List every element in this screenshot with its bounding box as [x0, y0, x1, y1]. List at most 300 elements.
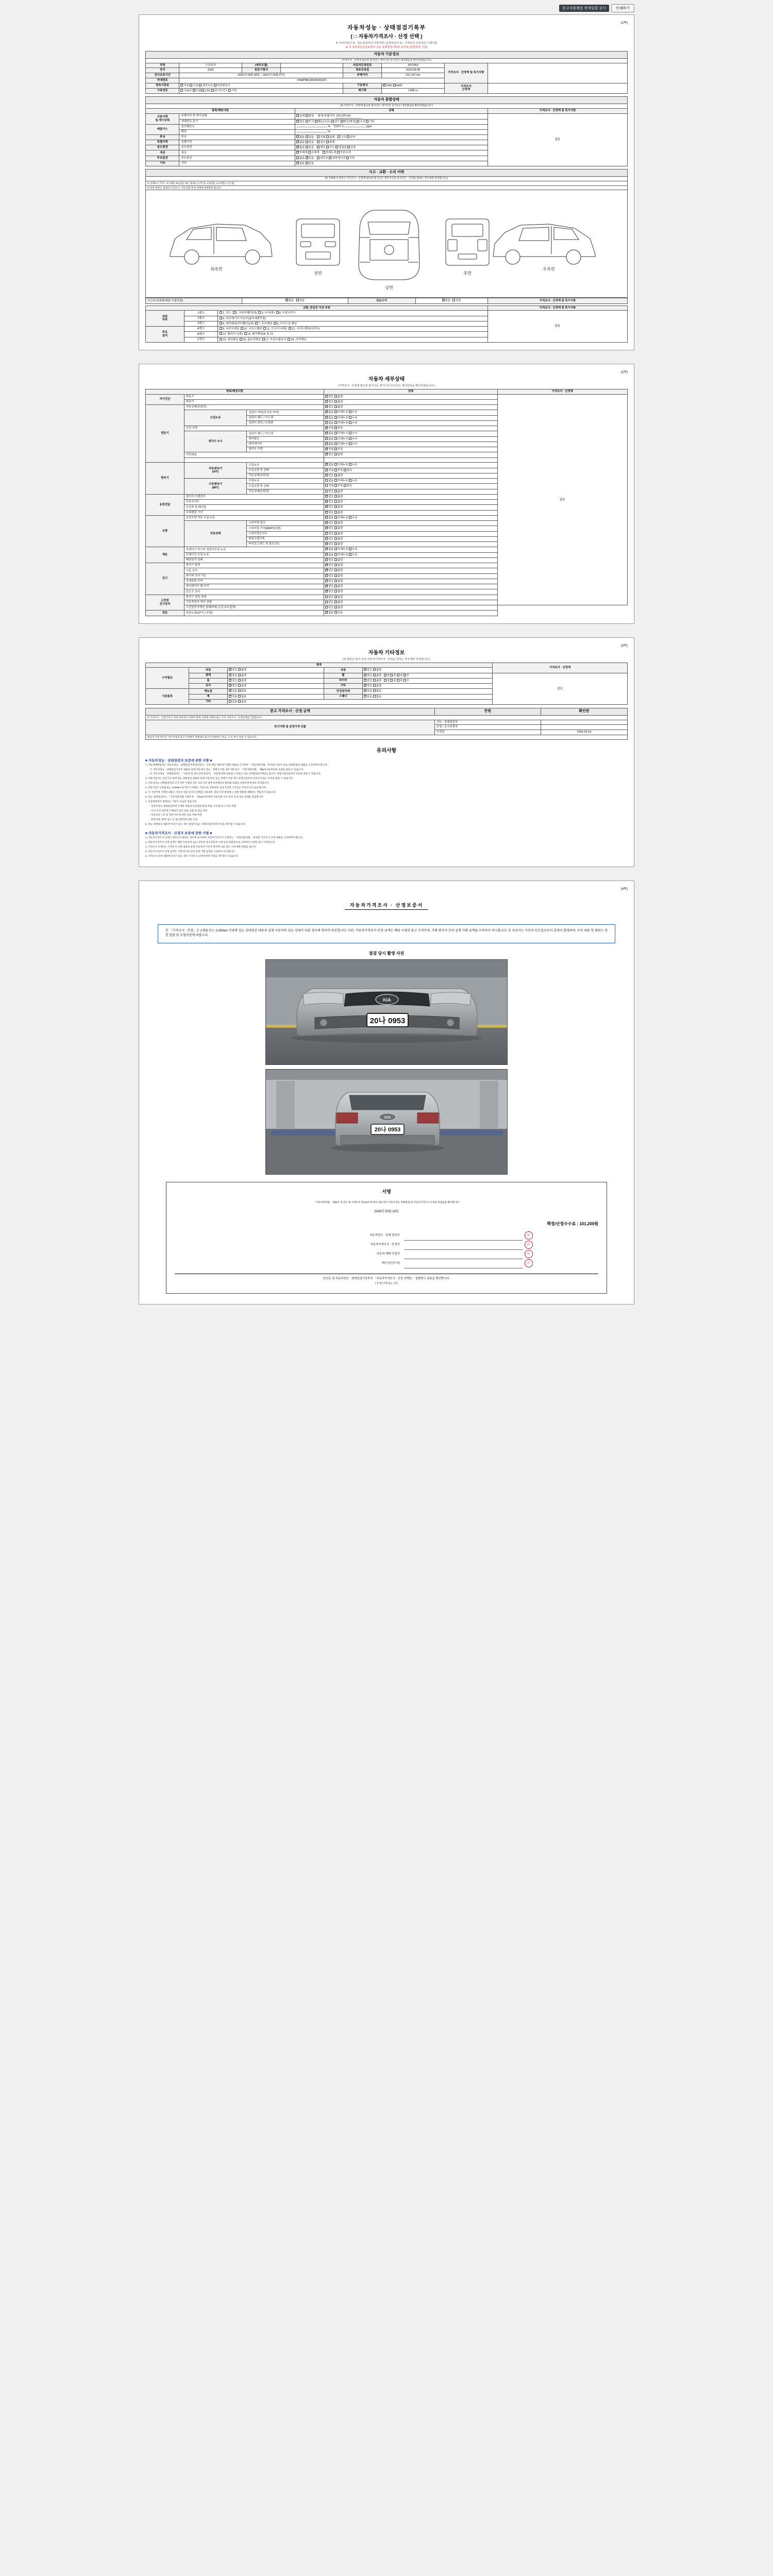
opts-steer-joint[interactable]: ✓ 양호 불량 [324, 531, 497, 536]
value-vin: KNAPB811BGK841824 [179, 78, 444, 83]
label-mileage: 주행거리 [343, 73, 382, 78]
row-opts-vin-mark[interactable]: ✓ 양호 부식 훼손(오손) 상이 변조(변경) 도어 기타 [295, 119, 488, 124]
page-2 [139, 364, 634, 624]
row-jack: 잭 [189, 694, 228, 699]
page-4 [139, 880, 634, 1304]
opts-mt-leak[interactable]: 없음 미세누유 누유 [324, 479, 497, 484]
section-3-note-1: ※ 상태표시 부호 : X (교환), W (판금 또는 용접), C (부식), A (흠집), U (요철), T (손상) [146, 181, 628, 185]
label-engine-type: 원동기형식 [242, 68, 280, 73]
page-number-1: (1쪽) [620, 22, 628, 25]
footer-sub: ( 성 명 (서명 또는 인) ) [375, 1281, 398, 1284]
sign-stamp-1: 印 [523, 1240, 535, 1249]
accident-history-table [145, 169, 628, 190]
opts-clutch[interactable]: ✓ 양호 불량 [324, 494, 497, 499]
row-alternator: 발전기 출력 [184, 563, 324, 568]
opts-steer-leak[interactable]: ✓ 없음 미세누유 누유 [324, 515, 497, 520]
items-rank-c[interactable]: 15. 대쉬패널 16. 플로어패널 17. 트렁크플로어 18. 리어패널 [218, 337, 488, 342]
group-etc: 기타 [146, 161, 179, 166]
fee-row [175, 1220, 598, 1228]
row-label-tuning: 튜닝 [179, 134, 295, 140]
disclaimer-heading-2: ■ 자동차가격조사 · 산정자 보증에 관한 사항 ■ [145, 832, 212, 836]
disc-1-11: - 자동차의 노후 및 자연 마모에 따른 성능 저하 부분 [149, 814, 202, 817]
group-main-options: 주요옵션 [146, 156, 179, 161]
opts-eng-idle[interactable]: ✓ 양호 불량 [324, 405, 497, 410]
opts-cvjoint[interactable]: ✓ 양호 불량 [324, 500, 497, 505]
group-outer-panel: 외판 부위 [146, 311, 184, 327]
sign-label-3: 매수인(인수자) [381, 1261, 400, 1265]
parts-rank-table [145, 306, 628, 343]
opts-cool-pump[interactable]: ✓ 없음 미세누수 누수 [324, 436, 497, 442]
opts-int[interactable]: ✓ 양호 불량 [362, 668, 492, 673]
row-opts-smoke[interactable]: % [295, 129, 488, 134]
row-label-smoke: 매연 [179, 129, 295, 134]
opts-mt-idle[interactable]: 양호 불량 [324, 489, 497, 494]
guarantee-title: 자동차가격조사 · 산정보증서 [345, 902, 428, 910]
platform-link[interactable]: 중고차플랫폼 연계일괄 검사 [559, 5, 609, 12]
label-drive: 구동방식 [343, 83, 382, 88]
rank-1: 1랭크 [184, 311, 217, 316]
plate-number: 20나 0953 [369, 1016, 406, 1025]
row-sd-trans: 변속기 [184, 399, 324, 404]
row-opts-mileage-state[interactable]: ✓ 실제 변경 현재 주행거리 101,147 km [295, 113, 488, 119]
car-diagram-svg [155, 192, 618, 295]
value-inspect-valid: 2025년 09월 08일 ~ 2027년 09월 07일 [179, 73, 343, 78]
disclaimer-heading-1: ■ 자동차성능 · 상태점검자 보증에 관한 사항 ■ [145, 758, 212, 762]
section-4-title: 자동차 세부상태 [368, 376, 405, 382]
svg-text:상면: 상면 [385, 285, 393, 291]
options-accident-yn[interactable]: ✓ 없음 있음 [242, 298, 348, 303]
opts-at-idle[interactable]: ✓ 양호 불량 [324, 473, 497, 478]
top-toolbar [139, 4, 634, 12]
header-parts-note: 가격조사 · 산정액 및 특기사항 [488, 306, 627, 311]
group-self-diagnosis: 자기진단 [146, 394, 184, 405]
row-common-rail: 커먼레일 [184, 452, 324, 457]
row-hv-battery: 구동축전지 격리 상태 [184, 600, 324, 605]
disc-1-4: 3. 자동차성능·상태점검자의 고지 의무 이행의 경우 보증기간 내에 보증책임의 범위와 내용을 보험약관에 따라 처리합니다. [145, 782, 270, 785]
opts-tire[interactable]: ✓ 양호 불량 전 후 좌 우 [362, 678, 492, 683]
group-usage-history: 사용이력 및 계기상태 [146, 113, 179, 125]
header-item-2: 항목/해당사항 [146, 108, 295, 113]
document-note-2: ※ 이 자동차인도일로부터 성능·상태점검기록부 교부일 (점검일자 기준) [345, 46, 428, 49]
disc-1-6: 5. 이 기록부에 기재된 내용은 자동차 점검 당시의 상태를 나타내며, 점검 이후 발생하는 상태 변화에 대해서는 책임지지 않습니다. [145, 790, 277, 793]
options-simple-repair[interactable]: ✓ 없음 있음 [415, 298, 488, 303]
row-oil-rocker: 실린더 커버(로커암 커버) [247, 410, 324, 415]
sign-label-2: 자동차 매매 사업자 [376, 1252, 400, 1256]
overall-status-table [145, 96, 628, 166]
opts-polish[interactable]: ✓ 양호 불량 [227, 673, 324, 678]
label-special-price: 특기사항 및 감정가격 산출 [146, 720, 435, 735]
value-price-note-col [488, 63, 627, 83]
disc-1-9: - 자동차성능·상태점검부에 기재된 내용과 보증범위 밖의 부분, 소모품 및 소모성 부품 [149, 804, 236, 807]
label-reg-no: 자동차등록번호 [343, 63, 382, 68]
row-mt-idle: 작동상태(공회전) [247, 489, 324, 494]
page-number-4: (4쪽) [620, 887, 628, 891]
page-number-2: (2쪽) [620, 370, 628, 374]
row-label-vin-mark: 차대번호 표기 [179, 119, 295, 124]
row-label-mileage-state: 주행거리 및 계기상태 [179, 113, 295, 119]
group-tuning: 튜닝 [146, 134, 179, 140]
value-first-reg: 2015-09-08 [382, 68, 445, 73]
disc-2-2: 3. 가격조사·산정자는 가격조사·산정 내용과 실제 자동차의 가치가 현저히 다를 경우 그에 대한 책임을 집니다. [145, 845, 257, 848]
label-year: 연식 [146, 68, 179, 73]
group-brake: 제동 [146, 547, 184, 563]
group-main-frame: 주요 골격 [146, 327, 184, 343]
opts-hv-battery[interactable]: 양호 불량 [324, 600, 497, 605]
row-cvjoint: 등속조인트 [184, 500, 324, 505]
opts-spare[interactable]: 있음 없음 [227, 699, 492, 704]
row-opts-color[interactable]: ✓ 무채색 유채색 전체도색 부분도색 [295, 150, 488, 156]
rank-2: 2랭크 [184, 316, 217, 321]
options-drive[interactable]: ✓ 2WD 4WD [382, 83, 445, 88]
label-transmission: 변속기종류 [146, 83, 179, 88]
options-transmission[interactable]: ✓ 자동 수동 세미오토 무단변속기 [179, 83, 343, 88]
page-number-3: (3쪽) [620, 644, 628, 648]
value-mileage: 101,147 km [382, 73, 445, 78]
opts-radfan[interactable]: ✓ 양호 불량 [324, 584, 497, 589]
disclaimer-body-2 [145, 836, 628, 858]
opts-eng-spare [324, 457, 497, 463]
svg-text:전면: 전면 [314, 271, 322, 276]
rank-3: 3랭크 [184, 321, 217, 326]
row-clutch: 클러치 어셈블리 [184, 494, 324, 499]
footer-main: 본인은 위 자동차성능 · 상태점검기록부의 「자동차가격조사 · 산정 선택란」 열람받고 내용을 확인받니다. [323, 1277, 450, 1280]
opts-diff[interactable]: ✓ 양호 불량 [324, 510, 497, 515]
opts-ext[interactable]: ✓ 양호 불량 [227, 668, 324, 673]
row-manual: 메뉴얼 [189, 689, 228, 694]
row-fuel-leak: 연료누출(LP가스포함) [184, 611, 324, 616]
opts-window-motor[interactable]: ✓ 양호 불량 [324, 589, 497, 595]
document-title: 자동차성능 · 상태점검기록부 [347, 25, 426, 31]
sign-stamp-3: 印 [523, 1259, 535, 1268]
photo-front [265, 959, 508, 1065]
price-sub-1: 성능 : 상태점검자 [435, 720, 541, 725]
price-unit: 만원 [435, 708, 541, 716]
opts-manual[interactable]: ✓ 있음 없음 [227, 689, 324, 694]
disc-2-1: 2. 자동차가격조사·산정 금액은 해당 자동차의 성능·상태 및 중고자동차 시세 등을 종합적으로 고려하여 산정한 참고 가격입니다. [145, 841, 276, 843]
opts-oil-rocker[interactable]: ✓ 없음 미세누유 누유 [324, 410, 497, 415]
header-state-2: 상태 [295, 108, 488, 113]
disc-1-0: 1. 자동차매매업자는 자동차성능 · 상태점검자에서(자동차 · 산정 책임 제한에 기재된 내용을 근거하여 「자동차관리법」에 따라 자동차 성능·상태점검의 내용을 고지하여야 합니다. [145, 763, 328, 766]
car-damage-diagram [145, 190, 628, 298]
label-accident-yn: 사고유무(외판/내판 수불포함) [146, 298, 242, 303]
row-steer-joint: 스티어링조인트 [247, 531, 324, 536]
photo-section-title: 점검 당시 촬영 사진 [368, 951, 405, 956]
row-room: 룸 [189, 678, 228, 683]
row-label-co: 일산화탄소 [179, 125, 295, 130]
row-opts-usage-change[interactable]: ✓ 없음 있음 렌트 리스 영업용 관용 [295, 145, 488, 150]
opts-cool-head[interactable]: ✓ 없음 미세누수 누수 [324, 431, 497, 436]
row-ext: 외장 [189, 668, 228, 673]
row-steer-tierod: 타이로드엔드 및 볼조인트 [247, 542, 324, 547]
value-displacement: 1,685 cc [382, 88, 445, 93]
opts-jack[interactable]: ✓ 있음 없음 [227, 694, 324, 699]
row-brake-booster: 배력장치 상태 [184, 557, 324, 563]
section-1-title: 자동차 기본정보 [146, 52, 628, 59]
basic-info-table [145, 51, 628, 94]
items-rank-1[interactable]: 1. 후드 2. 프론트휀더(좌) 3. 도어(좌) 4. 트렁크리드 [218, 311, 488, 316]
opts-at-level[interactable]: ✓ 적정 부족 과다 [324, 468, 497, 473]
opts-steer-crank[interactable]: ✓ 양호 불량 [324, 536, 497, 541]
value-opinion-1 [488, 83, 627, 94]
fee-value: 101,200원 [579, 1221, 598, 1226]
group-hv: 고전원 전기장치 [146, 595, 184, 611]
opts-brake-master[interactable]: ✓ 없음 미세누유 누유 [324, 547, 497, 552]
row-steer-gear: 스티어링 기어(MDPS포함) [247, 526, 324, 531]
row-wheel: 휠 [324, 673, 362, 678]
detail-status-table [145, 389, 628, 616]
group-special-history: 특별이력 [146, 140, 179, 145]
row-propshaft: 추진축 및 베어링 [184, 505, 324, 510]
price-note: ※ 가격조사 · 산정가격은 차량 정보에 근거하여 현재 시점에 산정된 참고 가격 가격조사 · 산정금액을 기입합니다. [146, 715, 628, 720]
opts-room[interactable]: ✓ 양호 불량 [227, 678, 324, 683]
detail-header-note: 가격조사 · 산정액 [497, 389, 627, 394]
opts-wheel[interactable]: ✓ 양호 불량 전 후 좌 우 [362, 673, 492, 678]
signature-date: 2026년 03월 19일 [374, 1210, 399, 1213]
disc-1-5: 4. 보증기간은 1개월 또는 2,000km 중 먼저 도래하는 기준으로 적용하며, 보증기간의 기산일은 자동차 인도일로 합니다. [145, 786, 267, 789]
price-title: 중고 가격조사 · 산정 금액 [146, 708, 435, 716]
row-label-usage-change: 용도변경 [179, 145, 295, 150]
row-steer-pump: 스티어링 펌프 [247, 521, 324, 526]
sign-label-0: 자동차성능 · 상태 점검자 [369, 1233, 400, 1237]
items-rank-a[interactable]: 9. 프론트패널 10. 크로스멤버 11. 인사이드패널 12. 사이드멤버(프론트) [218, 327, 488, 332]
section-4-note: (가격조사 · 산정에 필요한 용사인은 제가사인 등사인은 제공함임을 확인하였습니다.) [338, 384, 435, 387]
items-rank-2[interactable]: 5. 라디에이터 서포트(볼트체결부품) [218, 316, 488, 321]
disc-1-7: 6. 성능·상태점검자는 「자동차관리법 시행규칙」 제120조에 따라 자동차의 구조·장치 등의 성능·상태를 점검합니다. [145, 795, 264, 798]
opts-hv-port[interactable]: 양호 불량 [324, 595, 497, 600]
price-val-1 [541, 720, 627, 725]
opts-glass[interactable]: ✓ 양호 불량 [227, 684, 324, 689]
signature-box [166, 1182, 607, 1294]
disc-1-8: 7. 보증범위에서 제외되는 사항은 다음과 같습니다. [145, 800, 197, 803]
value-year: 2016 [179, 68, 242, 73]
opts-steer-tierod[interactable]: ✓ 양호 불량 [324, 542, 497, 547]
group-basic-items: 기본품목 [146, 689, 189, 705]
row-mt-level: 오일유량 및 상태 [247, 484, 324, 489]
row-cool-head: 실린더 헤드 / 가스켓 [247, 431, 324, 436]
row-cool-level: 냉각수 수량 [247, 447, 324, 452]
opts-alternator[interactable]: ✓ 양호 불량 [324, 563, 497, 568]
row-wiper: 와이퍼 모터 기능 [184, 573, 324, 579]
opts-oil-head[interactable]: ✓ 없음 미세누유 누유 [324, 415, 497, 420]
row-opts-etc[interactable]: ✓ 없음 있음 [295, 161, 488, 166]
accident-result-table [145, 298, 628, 303]
row-opts-special[interactable]: ✓ 없음 있음 침수 화재 [295, 140, 488, 145]
label-vin: 차대번호 [146, 78, 179, 83]
price-date-label: 산정일 [435, 730, 541, 735]
section-1-note: (가격조사 · 산정에 필요한 용사인은 제가사인 등사인은 제공함임을 확인하였습니다.) [146, 58, 628, 63]
opts-steer-pump[interactable]: ✓ 양호 불량 [324, 521, 497, 526]
svg-text:우측면: 우측면 [543, 267, 555, 272]
row-cool-pump: 워터펌프 [247, 436, 324, 442]
opts-brake-booster[interactable]: ✓ 양호 불량 [324, 557, 497, 563]
signature-table [238, 1231, 534, 1268]
opts-brake-oil[interactable]: ✓ 없음 미세누유 누유 [324, 552, 497, 557]
opts-wiper[interactable]: ✓ 양호 불량 [324, 573, 497, 579]
label-simple-repair: 단순수리 [348, 298, 415, 303]
parts-opinion: 없음 [488, 311, 627, 343]
sign-stamp-0: 印 [523, 1231, 535, 1240]
disclaimer-body-1 [145, 764, 628, 826]
disc-2-0: 1. 자동차가격조사·산정은 매수인이 원하는 경우에 실시하며, 자동차가격조사·산정자는 「자동차관리법」에 따라 가격조사·산정 내용을 고지하여야 합니다. [145, 836, 304, 839]
opts-blower[interactable]: ✓ 양호 불량 [324, 579, 497, 584]
row-at-idle: 작동상태(공회전) [247, 473, 324, 478]
options-fuel[interactable]: 가솔린 ✓디젤 LPG 하이브리드 기타 [179, 88, 343, 93]
row-opts-main-options[interactable]: 없음 ✓있음 썬루프 ✓내비게이션 기타 [295, 156, 488, 161]
subgroup-oil-leak: 오일누유 [184, 410, 247, 426]
subgroup-at: 자동변속기 (A/T) [184, 463, 247, 479]
svg-text:KIA: KIA [383, 997, 391, 1003]
label-fuel: 사용연료 [146, 88, 179, 93]
group-engine: 원동기 [146, 405, 184, 463]
opts-propshaft[interactable]: ✓ 양호 불량 [324, 505, 497, 510]
opts-mt-level[interactable]: 적정 부족 과다 [324, 484, 497, 489]
row-spare: 기타 [189, 699, 228, 704]
group-fuel: 연료 [146, 611, 184, 616]
row-hv-wiring: 고전원전기배선 상태(피복,손상,보호덮개) [184, 605, 324, 611]
disc-1-3: 2. 보험사업자는 보증기간 내에 성능·상태점검 내용과 실제 자동차의 성능·상태가 다를 경우 보험사업자의 보증수리 또는 보상을 받을 수 있습니다. [145, 777, 294, 780]
disc-1-12: - 천재지변, 화재, 침수 등 불가항력에 의한 손상 [149, 818, 197, 821]
row-oil-level: 오일 유량 [184, 426, 324, 431]
label-displacement: 배기량 [343, 88, 382, 93]
price-confirm: 확인란 [541, 708, 627, 716]
price-body-text: 평균축 직전 형식의 기타 부품과 중고시세에서 제정되어 품고자 차량먹는 현금, 도색, 부식 전을 수 있습니다. [146, 735, 628, 739]
subgroup-coolant: 냉각수 누수 [184, 431, 247, 452]
row-eng-spare [184, 457, 324, 463]
disc-1-1: 가. 자동차성능 · 상태점검기록부 내용과 실제 자동차의 성능 · 상태가 다를 경우 매수인은 「자동차관리법」 제58조의4에 따라 보증을 받을 수 있습니다. [149, 768, 304, 771]
opts-etc-2[interactable]: ✓ 양호 불량 [362, 684, 492, 689]
group-electric: 전기 [146, 563, 184, 595]
document-subtitle: ( □ 자동차가격조사 · 산정 선택 ) [350, 34, 423, 40]
price-date-value: 2026-03-19 [541, 730, 627, 735]
row-label-special: 특별이력 [179, 140, 295, 145]
photo-front-svg [266, 960, 508, 1065]
group-color: 색상 [146, 150, 179, 156]
value-car-name: 스포티지 [179, 63, 242, 68]
sign-value-0[interactable] [404, 1231, 523, 1240]
row-starter: 시동 모터 [184, 568, 324, 573]
opts-oil-level[interactable]: ✓ 적정 부족 [324, 426, 497, 431]
page-1 [139, 14, 634, 350]
row-etc-2: 기타 [324, 684, 362, 689]
group-usage-change: 용도변경 [146, 145, 179, 150]
section-3-note-2: ※ 하단 항목은 실제의 가격조사, 기타 외판 특성 상태에 한정하며 합니다. [146, 185, 628, 190]
row-brake-oil: 브레이크 오일 누유 [184, 552, 324, 557]
document-note-1: ※ 자치부분의 표 : 성능점검자의 기재사항 / 음영부분의 표 : 가격조사·산정자의 기재사항 [335, 42, 438, 45]
footer-note [175, 1274, 598, 1286]
group-transmission: 변속기 [146, 463, 184, 495]
svg-text:KIA: KIA [384, 1115, 391, 1120]
page-3 [139, 637, 634, 867]
row-cool-radiator: 라디에이터 [247, 442, 324, 447]
other-header-note: 가격조사 · 산정액 [493, 663, 628, 673]
row-diff: 디퍼렌셜 기어 [184, 510, 324, 515]
opts-sd-engine[interactable]: ✓ 양호 불량 [324, 394, 497, 399]
disc-1-10: - 사고·수리 내역에 기재되지 않은 단순 교환 및 판금 부위 [149, 809, 208, 812]
disc-1-2: 나. 자동차성능 · 상태점검자는 「자동차 및 성능상태 점검자」 보증에 대한 내용을 고지하고 성능·상태점검의 책임을 집니다. 보험사업자로부터 보증을 받을 수 있습니다. [149, 772, 322, 775]
row-polish: 광택 [189, 673, 228, 678]
label-car-name: 차명 [146, 63, 179, 68]
disclaimer-title: 유의사항 [376, 748, 397, 754]
opts-at-leak[interactable]: ✓ 없음 미세누유 누유 [324, 463, 497, 468]
row-int: 내장 [324, 668, 362, 673]
row-label-main-options: 주요옵션 [179, 156, 295, 161]
opts-triangle[interactable]: ✓ 있음 없음 [362, 689, 492, 694]
label-price-note-3: 가격조사 · 산정액 및 특기사항 [488, 298, 627, 303]
opts-cool-radiator[interactable]: ✓ 없음 미세누수 누수 [324, 442, 497, 447]
disc-2-4: 5. 가격조사·산정 내용에 이의가 있는 경우 가격조사·산정자에게 이의를 제기할 수 있습니다. [145, 854, 239, 857]
items-rank-3[interactable]: 6. 쿼터패널(리어휀더)(좌) 7. 루프패널 8. 사이드실 패널 [218, 321, 488, 326]
opts-steer-gear[interactable]: ✓ 양호 불량 [324, 526, 497, 531]
row-steer-crank: 파워크랭크축 [247, 536, 324, 541]
section-2-title: 자동차 종합상태 [146, 97, 628, 104]
sign-value-1[interactable] [404, 1240, 523, 1249]
detail-header-item: 항목/해당사항 [146, 389, 324, 394]
row-brake-master: 브레이크 마스터 실린더오일 누유 [184, 547, 324, 552]
svg-text:20나 0953: 20나 0953 [374, 1126, 401, 1133]
price-sub-2: 산정 : 조사산정자 [435, 725, 541, 730]
rank-c: C랭크 [184, 337, 217, 342]
sign-value-2[interactable] [404, 1249, 523, 1259]
group-powertrain: 동력전달 [146, 494, 184, 515]
opts-common-rail[interactable]: ✓ 양호 불량 [324, 452, 497, 457]
signature-title: 서명 [382, 1189, 391, 1194]
opts-cool-level[interactable]: ✓ 적정 부족 [324, 447, 497, 452]
row-at-leak: 오일누유 [247, 463, 324, 468]
price-table [145, 708, 628, 739]
opts-fuel-leak[interactable]: ✓ 없음 있음 [324, 611, 497, 616]
row-at-level: 오일유량 및 상태 [247, 468, 324, 473]
group-emission: 배출가스 [146, 125, 179, 135]
svg-text:좌측면: 좌측면 [210, 267, 223, 272]
items-rank-b[interactable]: 13. 휠하우스(좌) 14. 필러패널(A, B, C) [218, 332, 488, 337]
section-3-title: 사고 · 교환 · 수리 이력 [146, 170, 628, 177]
label-first-reg: 최초등록일 [343, 68, 382, 73]
row-opts-tuning[interactable]: ✓ 없음 있음 적법 불법 구조 장치 [295, 134, 488, 140]
group-repair-needed: 수리필요 [146, 668, 189, 689]
opts-oil-block[interactable]: ✓ 없음 미세누유 누유 [324, 420, 497, 426]
row-oil-block: 실린더 블록 / 오일팬 [247, 420, 324, 426]
row-label-color: 색상 [179, 150, 295, 156]
other-opinion: 없음 [493, 673, 628, 705]
row-sd-engine: 원동기 [184, 394, 324, 399]
sign-value-3[interactable] [404, 1259, 523, 1268]
disc-2-3: 4. 자동차가격조사·산정 금액은 거래 당사자 간의 실제 거래 금액을 구속하지 아니합니다. [145, 850, 236, 853]
disc-1-13: 8. 성능·상태점검 내용에 이의가 있는 경우 점검자 또는 보험사업자에게 이의를 제기할 수 있습니다. [145, 823, 246, 826]
signature-note: 「자동차관리법」 제58조 및 같은 법 시행규칙 제120조에 따라 위와 같이 자동차성능·상태점검 및 자동차가격조사·산정을 하였음을 확인합니다. [313, 1200, 460, 1204]
row-mt-leak: 오일누유 [247, 479, 324, 484]
sign-label-1: 자동차가격조사 · 산정자 [370, 1243, 400, 1246]
row-oil-head: 실린더 헤드 / 가스켓 [247, 415, 324, 420]
overall-opinion: 없음 [488, 113, 627, 166]
row-tire: 타이어 [324, 678, 362, 683]
subgroup-steer-op: 작동상태 [184, 521, 247, 547]
print-button[interactable]: 인쇄하기 [611, 4, 634, 12]
opts-spanner[interactable]: ✓ 있음 없음 [362, 694, 492, 699]
value-reg-no: 20마953 [382, 63, 445, 68]
price-val-2 [541, 725, 627, 730]
opts-sd-trans[interactable]: ✓ 양호 불량 [324, 399, 497, 404]
header-note-2: 가격조사 · 산정액 및 특기사항 [488, 108, 627, 113]
opts-starter[interactable]: ✓ 양호 불량 [324, 568, 497, 573]
guarantee-body: 본 「가격조사 · 산정」은 1개월 또는 2,000km 이내에 성능·상태점검 내용과 실제 자동차의 성능·상태가 다를 경우에 한하여 보증합니다. 다만, 자동차가격조사·산정 금액은 해당 시점의 참고 가격이며, 거래 당사자 간의 실제 거래 금액을 구속하지 아니합니다. 본 보증서는 자동차 인도일로부터 효력이 발생하며, 보증 내용 및 범위는 관련 법령 및 보험약관에 따릅니다. [158, 924, 615, 943]
opts-hv-wiring[interactable]: 양호 불량 [324, 605, 497, 611]
other-info-table [145, 663, 628, 705]
section-3-note-0: (※ 상태표시 부호는 가격조사 · 산정에 필요한 용사인은 제공사인의 등사인은 · 산정을 원하는 경우에만 작성합니다.) [146, 176, 628, 181]
row-triangle: 안전삼각대 [324, 689, 362, 694]
label-inspect-valid: 검사유효기간 [146, 73, 179, 78]
photo-rear [265, 1069, 508, 1175]
row-opts-co[interactable]: % 탄화수소 ppm [295, 125, 488, 130]
